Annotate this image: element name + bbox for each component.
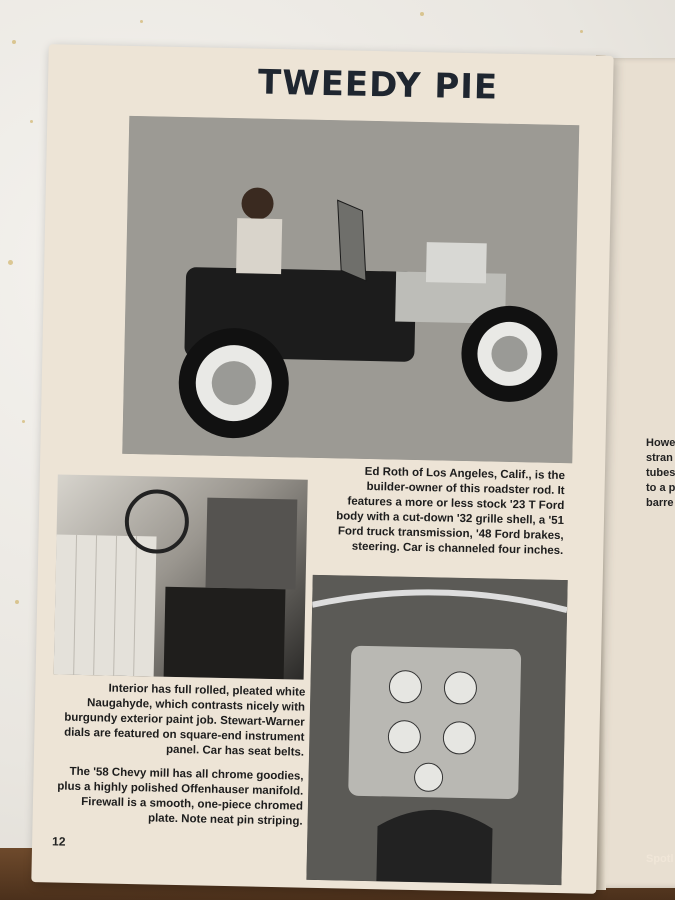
marble-fleck xyxy=(30,120,33,123)
engine-caption: The '58 Chevy mill has all chrome goodies, plus a highly polished Offenhauser manifold. Firewall is a smooth, one-piece chromed plate. Note neat pin striping. xyxy=(57,765,304,828)
right-fragment: Howe xyxy=(646,437,675,449)
right-fragment: tubes xyxy=(646,467,675,479)
article-title: TWEEDY PIE xyxy=(257,62,499,108)
marble-fleck xyxy=(8,260,13,265)
interior-illustration xyxy=(54,474,308,679)
engine-photo xyxy=(306,575,567,885)
right-fragment: stran xyxy=(646,452,673,464)
right-fragment: to a p xyxy=(646,482,675,494)
right-fragment: barre xyxy=(646,497,674,509)
interior-photo xyxy=(54,474,308,679)
marble-fleck xyxy=(22,420,25,423)
main-caption: Ed Roth of Los Angeles, Calif., is the builder-owner of this roadster rod. It features a more or less stock '23 T Ford body with a cut-down '32 grille shell, a '51 Ford truck transmission, '48 Ford brakes, steering. Car is channeled four inches. xyxy=(336,465,566,558)
magazine-page xyxy=(31,44,613,894)
marble-fleck xyxy=(140,20,143,23)
interior-caption: Interior has full rolled, pleated white Naugahyde, which contrasts nicely with burgundy exterior paint job. Stewart-Warner dials are featured on square-end instrument panel. Car has seat belts. xyxy=(64,682,306,759)
engine-illustration xyxy=(306,575,567,885)
marble-fleck xyxy=(15,600,19,604)
roadster-photo xyxy=(122,116,579,463)
roadster-illustration xyxy=(122,116,579,463)
right-page-text xyxy=(646,436,675,511)
marble-fleck xyxy=(580,30,583,33)
right-page-footer: Spotl xyxy=(646,853,674,865)
marble-fleck xyxy=(12,40,16,44)
marble-fleck xyxy=(420,12,424,16)
page-number: 12 xyxy=(51,834,66,849)
